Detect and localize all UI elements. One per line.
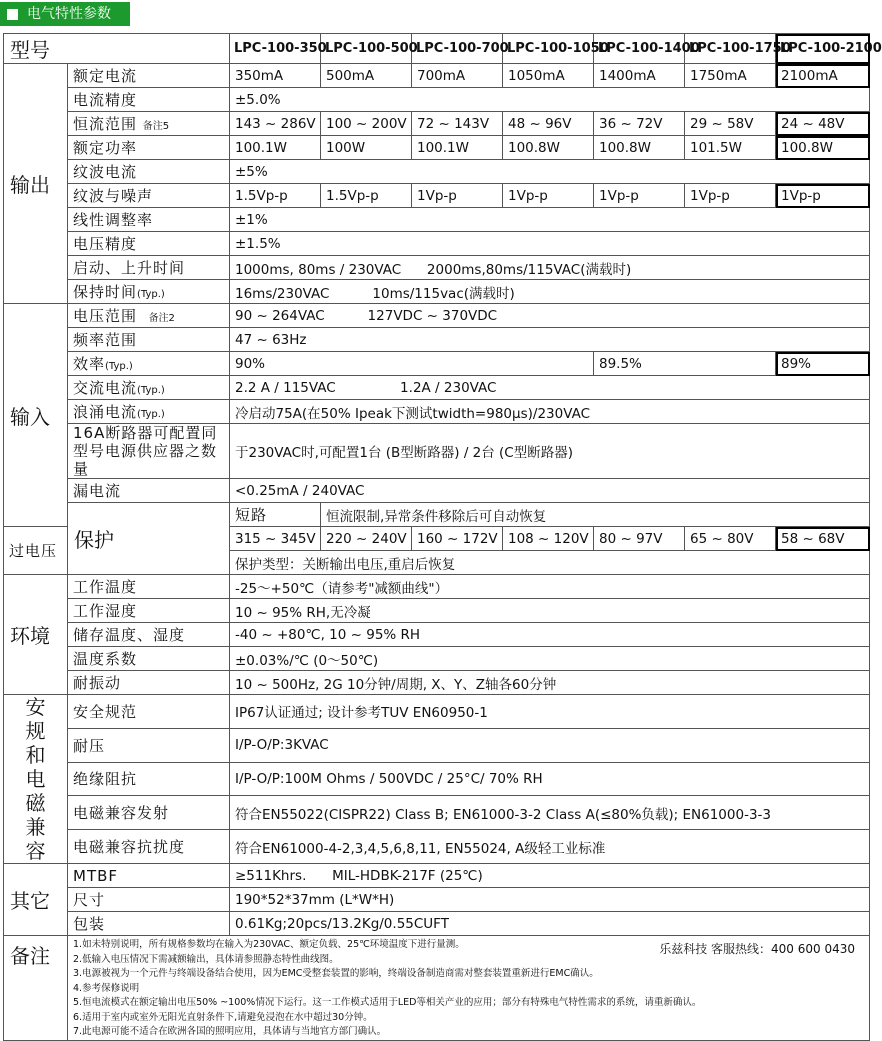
note-line: 6.适用于室内或室外无阳光直射条件下,请避免浸泡在水中超过30分钟。 <box>73 1011 373 1023</box>
label-note: (Typ.) <box>105 361 133 372</box>
model-row <box>4 34 870 64</box>
model-name: LPC-100-1400 <box>594 34 685 64</box>
cell: 1Vp-p <box>776 184 870 208</box>
cell: 1750mA <box>685 64 776 88</box>
table-row <box>4 647 870 671</box>
table-row <box>4 352 870 376</box>
label-text: 交流电流 <box>73 379 138 397</box>
cell: 10 ~ 95% RH,无冷凝 <box>230 599 870 623</box>
table-row <box>4 424 870 479</box>
row-label: 额定电流 <box>68 64 230 88</box>
model-name: LPC-100-2100 <box>776 34 870 64</box>
table-row <box>4 64 870 88</box>
category-notes: 备注 <box>4 936 68 1041</box>
note-line: 3.电源被视为一个元件与终端设备结合使用，因为EMC受整套装置的影响，终端设备制造商需对整套装置重新进行EMC确认。 <box>73 968 599 979</box>
table-row <box>4 136 870 160</box>
row-label: 工作湿度 <box>68 599 230 623</box>
table-row <box>4 864 870 888</box>
note-line: 7.此电源可能不适合在欧洲各国的照明应用，具体请与当地官方部门确认。 <box>73 1026 387 1037</box>
cell: 24 ~ 48V <box>776 112 870 136</box>
table-row <box>4 376 870 400</box>
cell: 72 ~ 143V <box>412 112 503 136</box>
row-label: 16A断路器可配置同型号电源供应器之数量 <box>68 424 230 479</box>
table-row <box>4 256 870 280</box>
spec-table <box>3 33 882 1041</box>
row-label: 储存温度、湿度 <box>68 623 230 647</box>
label-note: (Typ.) <box>137 385 165 396</box>
cell: ±1% <box>230 208 870 232</box>
cell: 于230VAC时,可配置1台 (B型断路器) / 2台 (C型断路器) <box>230 424 870 479</box>
model-name: LPC-100-1050 <box>503 34 594 64</box>
note-line: 1.如未特别说明，所有规格参数均在输入为230VAC、额定负载、25℃环境温度下进行量测。 <box>73 939 465 950</box>
cell: 160 ~ 172V <box>412 527 503 551</box>
cell: 100 ~ 200V <box>321 112 412 136</box>
row-label: 温度系数 <box>68 647 230 671</box>
model-name: LPC-100-350 <box>230 34 321 64</box>
notes-cell <box>68 936 870 1041</box>
row-label <box>68 112 230 136</box>
label-text: 保持时间 <box>73 283 138 301</box>
cell: 100.8W <box>503 136 594 160</box>
cell: 36 ~ 72V <box>594 112 685 136</box>
row-label <box>68 400 230 424</box>
cell: ≥511Khrs. MIL-HDBK-217F (25℃) <box>230 864 870 888</box>
hotline-text: 乐兹科技 客服热线：400 600 0430 <box>659 942 855 956</box>
category-input: 输入 <box>4 304 68 527</box>
cell: 1Vp-p <box>594 184 685 208</box>
cell: 10 ~ 500Hz, 2G 10分钟/周期, X、Y、Z轴各60分钟 <box>230 671 870 695</box>
cell: 90% <box>230 352 594 376</box>
cell: 符合EN61000-4-2,3,4,5,6,8,11, EN55024, A级轻工业标准 <box>230 830 870 864</box>
row-label: 启动、上升时间 <box>68 256 230 280</box>
cell: -40 ~ +80℃, 10 ~ 95% RH <box>230 623 870 647</box>
table-row <box>4 728 870 762</box>
cell: ±1.5% <box>230 232 870 256</box>
cell: 143 ~ 286V <box>230 112 321 136</box>
table-row <box>4 280 870 304</box>
row-label: 绝缘阻抗 <box>68 762 230 796</box>
row-label: 额定功率 <box>68 136 230 160</box>
row-label <box>68 304 230 328</box>
cell: 符合EN55022(CISPR22) Class B; EN61000-3-2 Class A(≤80%负载); EN61000-3-3 <box>230 796 870 830</box>
cell: ±5.0% <box>230 88 870 112</box>
cell: 48 ~ 96V <box>503 112 594 136</box>
category-output: 输出 <box>4 64 68 304</box>
label-text: 浪涌电流 <box>73 403 138 421</box>
table-row <box>4 232 870 256</box>
cell: 100.8W <box>594 136 685 160</box>
cell: 100.8W <box>776 136 870 160</box>
cell: 1000ms, 80ms / 230VAC 2000ms,80ms/115VAC(满载时) <box>230 256 870 280</box>
table-row <box>4 912 870 936</box>
row-label: 线性调整率 <box>68 208 230 232</box>
cell: ±0.03%/℃ (0～50℃) <box>230 647 870 671</box>
row-label: 安全规范 <box>68 695 230 729</box>
table-row <box>4 112 870 136</box>
cell: 2100mA <box>776 64 870 88</box>
cell: 101.5W <box>685 136 776 160</box>
row-label: 包装 <box>68 912 230 936</box>
cell: 89% <box>776 352 870 376</box>
row-label: 漏电流 <box>68 479 230 503</box>
model-name: LPC-100-1750 <box>685 34 776 64</box>
table-row <box>4 695 870 729</box>
category-others: 其它 <box>4 864 68 936</box>
cell: 190*52*37mm (L*W*H) <box>230 888 870 912</box>
cell: 2.2 A / 115VAC 1.2A / 230VAC <box>230 376 870 400</box>
model-name: LPC-100-500 <box>321 34 412 64</box>
row-label: 电磁兼容发射 <box>68 796 230 830</box>
cell: 保护类型：关断输出电压,重启后恢复 <box>230 551 870 575</box>
cell: 1050mA <box>503 64 594 88</box>
row-label: MTBF <box>68 864 230 888</box>
cell: 58 ~ 68V <box>776 527 870 551</box>
header-title: 电气特性参数 <box>27 6 111 22</box>
category-safety-emc: 安规和电磁兼容 <box>4 695 68 864</box>
label-text: 电压范围 <box>73 307 138 325</box>
cell: 65 ~ 80V <box>685 527 776 551</box>
table-row <box>4 830 870 864</box>
category-environment: 环境 <box>4 575 68 695</box>
cell: 1.5Vp-p <box>321 184 412 208</box>
cell: 16ms/230VAC 10ms/115vac(满载时) <box>230 280 870 304</box>
row-label: 纹波电流 <box>68 160 230 184</box>
cell: 90 ~ 264VAC 127VDC ~ 370VDC <box>230 304 870 328</box>
model-label: 型号 <box>4 34 230 64</box>
table-row <box>4 762 870 796</box>
table-row <box>4 575 870 599</box>
table-row <box>4 671 870 695</box>
cell: I/P-O/P:100M Ohms / 500VDC / 25°C/ 70% RH <box>230 762 870 796</box>
cell: 500mA <box>321 64 412 88</box>
cell: 80 ~ 97V <box>594 527 685 551</box>
row-label: 纹波与噪声 <box>68 184 230 208</box>
square-icon <box>7 9 18 20</box>
cell: 0.61Kg;20pcs/13.2Kg/0.55CUFT <box>230 912 870 936</box>
table-row <box>4 503 870 527</box>
label-note: 备注5 <box>142 121 170 132</box>
cell: 29 ~ 58V <box>685 112 776 136</box>
cell: 1Vp-p <box>685 184 776 208</box>
cell: I/P-O/P:3KVAC <box>230 728 870 762</box>
table-row <box>4 623 870 647</box>
table-row <box>4 599 870 623</box>
cell: 350mA <box>230 64 321 88</box>
cell: 1400mA <box>594 64 685 88</box>
row-label: 电流精度 <box>68 88 230 112</box>
model-name: LPC-100-700 <box>412 34 503 64</box>
table-row <box>4 184 870 208</box>
table-row <box>4 888 870 912</box>
row-label <box>68 280 230 304</box>
cell: 89.5% <box>594 352 776 376</box>
section-header <box>0 2 130 26</box>
label-note: (Typ.) <box>137 409 165 420</box>
cell: ±5% <box>230 160 870 184</box>
table-row <box>4 208 870 232</box>
cell: 47 ~ 63Hz <box>230 328 870 352</box>
row-label: 工作温度 <box>68 575 230 599</box>
note-line: 2.低输入电压情况下需减额输出，具体请参照静态特性曲线图。 <box>73 953 339 965</box>
row-label: 过电压 <box>4 527 68 575</box>
table-row <box>4 479 870 503</box>
label-note: 备注2 <box>148 313 175 324</box>
row-label: 耐压 <box>68 728 230 762</box>
label-text: 恒流范围 <box>73 115 138 133</box>
cell: 108 ~ 120V <box>503 527 594 551</box>
notes-row <box>4 936 870 1041</box>
table-row <box>4 88 870 112</box>
cell: 100.1W <box>412 136 503 160</box>
label-text: 效率 <box>73 355 106 373</box>
note-line: 5.恒电流模式在额定输出电压50% ~100%情况下运行。这一工作模式适用于LED等相关产业的应用；部分有特殊电气特性需求的系统，请重新确认。 <box>73 997 702 1008</box>
note-line: 4.参考保修说明 <box>73 982 140 994</box>
table-row <box>4 400 870 424</box>
category-protection: 保护 <box>68 503 230 575</box>
cell: 1.5Vp-p <box>230 184 321 208</box>
label-note: (Typ.) <box>137 289 165 300</box>
cell: 1Vp-p <box>412 184 503 208</box>
row-label: 电磁兼容抗扰度 <box>68 830 230 864</box>
table-row <box>4 796 870 830</box>
row-label: 短路 <box>230 503 321 527</box>
cell: <0.25mA / 240VAC <box>230 479 870 503</box>
row-label: 尺寸 <box>68 888 230 912</box>
cell: 100.1W <box>230 136 321 160</box>
cell: 1Vp-p <box>503 184 594 208</box>
row-label <box>68 376 230 400</box>
row-label <box>68 352 230 376</box>
cell: IP67认证通过; 设计参考TUV EN60950-1 <box>230 695 870 729</box>
cell: 220 ~ 240V <box>321 527 412 551</box>
cell: 冷启动75A(在50% Ipeak下测试twidth=980μs)/230VAC <box>230 400 870 424</box>
cell: 恒流限制,异常条件移除后可自动恢复 <box>321 503 870 527</box>
row-label: 电压精度 <box>68 232 230 256</box>
table-row <box>4 160 870 184</box>
cell: 315 ~ 345V <box>230 527 321 551</box>
cell: -25～+50℃（请参考"减额曲线"） <box>230 575 870 599</box>
cell: 700mA <box>412 64 503 88</box>
row-label: 频率范围 <box>68 328 230 352</box>
table-row <box>4 328 870 352</box>
row-label: 耐振动 <box>68 671 230 695</box>
table-row <box>4 304 870 328</box>
cell: 100W <box>321 136 412 160</box>
